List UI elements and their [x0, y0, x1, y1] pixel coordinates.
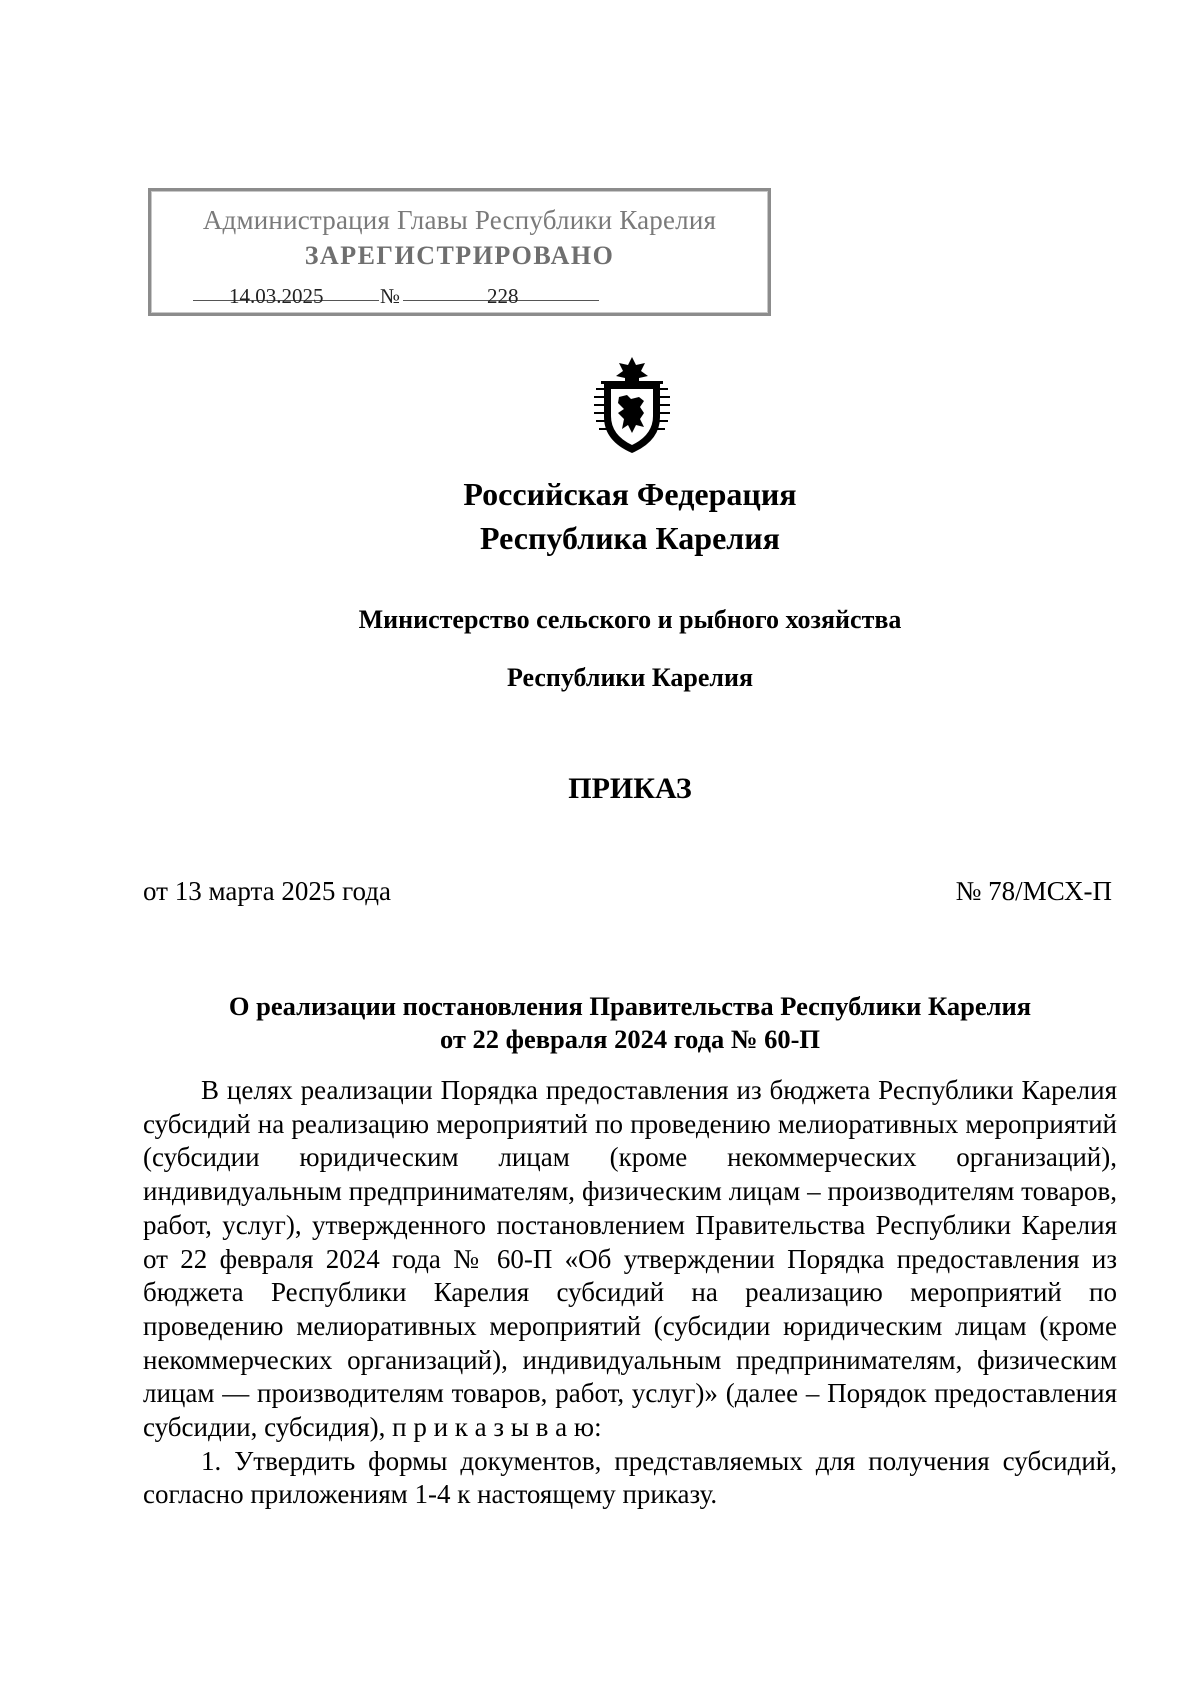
subject-line-2: от 22 февраля 2024 года № 60-П: [439, 1024, 821, 1054]
stamp-number-label: №: [380, 284, 401, 308]
subject-line-1: О реализации постановления Правительства Республики Карелия: [228, 991, 1032, 1021]
karelia-coat-of-arms-icon: [584, 355, 680, 455]
document-type: ПРИКАЗ: [568, 772, 692, 805]
republic-heading: Республика Карелия: [480, 520, 780, 556]
document-body: [143, 1074, 1117, 1512]
ministry-heading-line2: Республики Карелия: [506, 663, 754, 692]
stamp-organization: Администрация Главы Республики Карелия: [202, 205, 717, 235]
document-date: от 13 марта 2025 года: [143, 876, 391, 906]
stamp-status: ЗАРЕГИСТРИРОВАНО: [304, 241, 615, 270]
registration-stamp: [148, 188, 771, 316]
document-number: № 78/МСХ-П: [955, 876, 1112, 906]
stamp-date: 14.03.2025: [229, 284, 324, 308]
stamp-number: 228: [487, 284, 519, 308]
body-paragraph: В целях реализации Порядка предоставления из бюджета Республики Карелия субсидий на реализацию мероприятий по проведению мелиоративных мероприятий (субсидии юридическим лицам (кроме некоммерческих организаций), индивидуальным предпринимателям, физическим лицам – производителям товаров, работ, услуг), утвержденного постановлением Правительства Республики Карелия от 22 февраля 2024 года № 60-П «Об утверждении Порядка предоставления из бюджета Республики Карелия субсидий на реализацию мероприятий по проведению мелиоративных мероприятий (субсидии юридическим лицам (кроме некоммерческих организаций), индивидуальным предпринимателям, физическим лицам — производителям товаров, работ, услуг)» (далее – Порядок предоставления субсидии, субсидия), п р и к а з ы в а ю:: [143, 1075, 1117, 1443]
body-paragraph: 1. Утвердить формы документов, представляемых для получения субсидий, согласно приложениям 1-4 к настоящему приказу.: [143, 1445, 1117, 1510]
ministry-heading: Министерство сельского и рыбного хозяйства: [358, 605, 902, 634]
document-subject: [143, 990, 1117, 1056]
country-heading: Российская Федерация: [463, 476, 797, 512]
